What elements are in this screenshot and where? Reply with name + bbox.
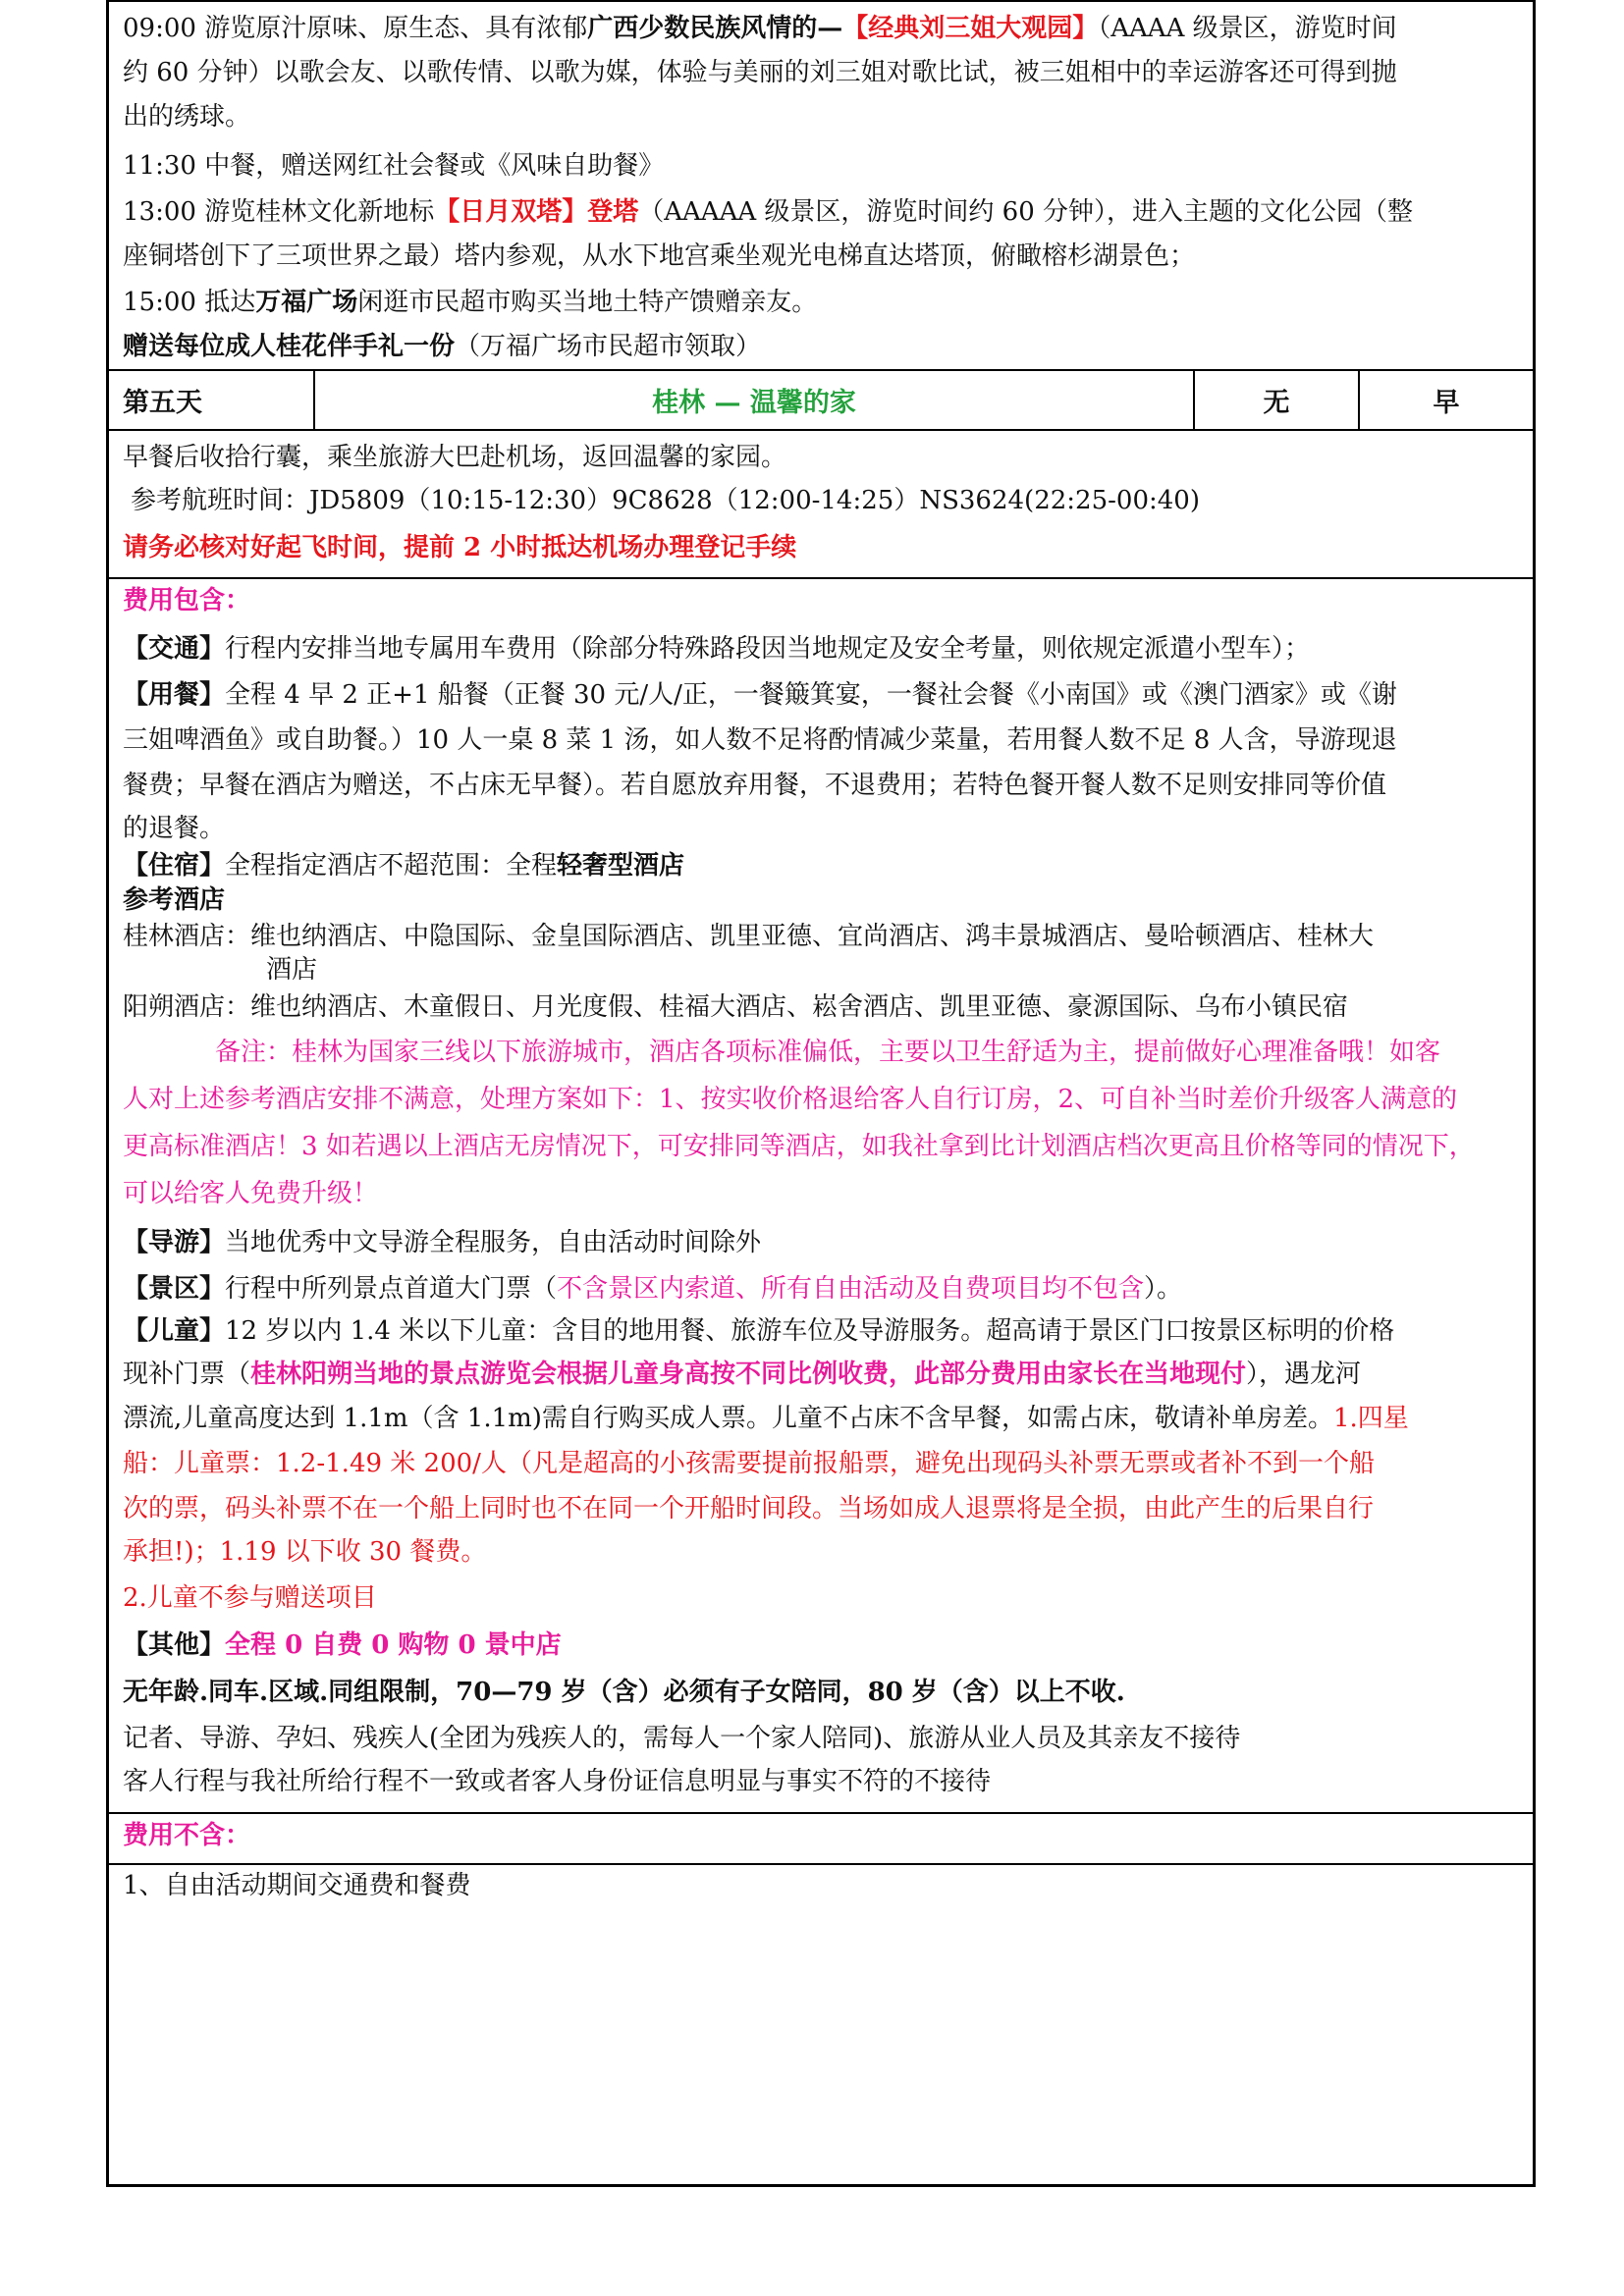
include-meal: 的退餐。 xyxy=(123,814,226,843)
include-other: 【其他】全程 0 自费 0 购物 0 景中店 xyxy=(123,1630,562,1660)
schedule-line: 13:00 游览桂林文化新地标【日月双塔】登塔（AAAAA 级景区，游览时间约 60 分钟），进入主题的文化公园（整 xyxy=(123,197,1413,227)
day-route: 桂林 — 温馨的家 xyxy=(313,371,1193,429)
hotel-note: 可以给客人免费升级！ xyxy=(123,1179,379,1208)
schedule-line: 约 60 分钟）以歌会友、以歌传情、以歌为媒，体验与美丽的刘三姐对歌比试，被三姐相中的幸运游客还可得到抛 xyxy=(123,58,1397,87)
yangshuo-hotels: 阳朔酒店：维也纳酒店、木童假日、月光度假、桂福大酒店、崧舍酒店、凯里亚德、豪源国际、乌布小镇民宿 xyxy=(123,992,1349,1022)
age-restriction: 无年龄.同车.区域.同组限制，70—79 岁（含）必须有子女陪同，80 岁（含）以上不收. xyxy=(123,1678,1125,1707)
include-meal: 三姐啤酒鱼》或自助餐。）10 人一桌 8 菜 1 汤，如人数不足将酌情减少菜量，若用餐人数不足 8 人含，导游现退 xyxy=(123,725,1397,755)
exclude-item: 1、自由活动期间交通费和餐费 xyxy=(123,1871,471,1900)
include-scenic: 【景区】行程中所列景点首道大门票（不含景区内索道、所有自由活动及自费项目均不包含）。 xyxy=(123,1274,1183,1304)
include-child: 次的票，码头补票不在一个船上同时也不在同一个开船时间段。当场如成人退票将是全损，由此产生的后果自行 xyxy=(123,1494,1375,1523)
section-title: 费用包含： xyxy=(123,586,251,615)
schedule-line: 出的绣球。 xyxy=(123,102,251,132)
include-hotel: 【住宿】全程指定酒店不超范围：全程轻奢型酒店 xyxy=(123,851,685,881)
divider xyxy=(109,1812,1533,1814)
day-label: 第五天 xyxy=(123,388,202,418)
reference-hotel-title: 参考酒店 xyxy=(123,885,226,915)
schedule-line: 11:30 中餐，赠送网红社会餐或《风味自助餐》 xyxy=(123,151,665,181)
section-title: 费用不含： xyxy=(123,1821,251,1850)
guilin-hotels: 酒店 xyxy=(266,955,318,985)
include-child: 承担!)；1.19 以下收 30 餐费。 xyxy=(123,1537,487,1567)
divider xyxy=(109,1863,1533,1865)
restriction: 记者、导游、孕妇、残疾人(全团为残疾人的，需每人一个家人陪同)、旅游从业人员及其亲友不接待 xyxy=(123,1724,1241,1753)
include-traffic: 【交通】行程内安排当地专属用车费用（除部分特殊路段因当地规定及安全考量，则依规定派遣小型车）； xyxy=(123,634,1311,664)
schedule-line: 09:00 游览原汁原味、原生态、具有浓郁广西少数民族风情的—【经典刘三姐大观园】（AAAA 级景区，游览时间 xyxy=(123,14,1397,43)
flight-info: 参考航班时间：JD5809（10:15-12:30）9C8628（12:00-14:25）NS3624(22:25-00:40) xyxy=(131,486,1200,515)
include-meal: 餐费；早餐在酒店为赠送，不占床无早餐）。若自愿放弃用餐，不退费用；若特色餐开餐人数不足则安排同等价值 xyxy=(123,771,1387,800)
schedule-line: 15:00 抵达万福广场闲逛市民超市购买当地土特产馈赠亲友。 xyxy=(123,288,818,317)
day5-header-row xyxy=(109,369,1533,431)
top-border xyxy=(109,0,1533,2)
flight-warning: 请务必核对好起飞时间，提前 2 小时抵达机场办理登记手续 xyxy=(123,533,797,562)
include-child: 【儿童】12 岁以内 1.4 米以下儿童：含目的地用餐、旅游车位及导游服务。超高请于景区门口按景区标明的价格 xyxy=(123,1316,1395,1346)
meal-breakfast: 早 xyxy=(1358,371,1533,429)
divider xyxy=(109,577,1533,579)
schedule-line: 座铜塔创下了三项世界之最）塔内参观，从水下地宫乘坐观光电梯直达塔顶，俯瞰榕杉湖景色； xyxy=(123,241,1196,271)
include-guide: 【导游】当地优秀中文导游全程服务，自由活动时间除外 xyxy=(123,1228,762,1257)
restriction: 客人行程与我社所给行程不一致或者客人身份证信息明显与事实不符的不接待 xyxy=(123,1767,992,1796)
include-child: 现补门票（桂林阳朔当地的景点游览会根据儿童身高按不同比例收费，此部分费用由家长在当地现付），遇龙河 xyxy=(123,1360,1362,1389)
schedule-line: 赠送每位成人桂花伴手礼一份（万福广场市民超市领取） xyxy=(123,332,762,361)
include-child: 漂流,儿童高度达到 1.1m（含 1.1m)需自行购买成人票。儿童不占床不含早餐，如需占床，敬请补单房差。1.四星 xyxy=(123,1404,1409,1433)
hotel-note: 备注：桂林为国家三线以下旅游城市，酒店各项标准偏低，主要以卫生舒适为主，提前做好心理准备哦！如客 xyxy=(215,1038,1441,1067)
schedule-line: 早餐后收拾行囊，乘坐旅游大巴赴机场，返回温馨的家园。 xyxy=(123,443,787,472)
include-meal: 【用餐】全程 4 早 2 正+1 船餐（正餐 30 元/人/正，一餐簸箕宴，一餐社会餐《小南国》或《澳门酒家》或《谢 xyxy=(123,680,1397,710)
meal-lunch-dinner: 无 xyxy=(1193,371,1358,429)
hotel-note: 人对上述参考酒店安排不满意，处理方案如下：1、按实收价格退给客人自行订房，2、可自补当时差价升级客人满意的 xyxy=(123,1085,1458,1114)
hotel-note: 更高标准酒店！3 如若遇以上酒店无房情况下，可安排同等酒店，如我社拿到比计划酒店档次更高且价格等同的情况下， xyxy=(123,1132,1475,1161)
itinerary-table xyxy=(106,0,1536,2187)
include-child: 船：儿童票：1.2-1.49 米 200/人（凡是超高的小孩需要提前报船票，避免出现码头补票无票或者补不到一个船 xyxy=(123,1449,1375,1478)
include-child: 2.儿童不参与赠送项目 xyxy=(123,1583,377,1613)
guilin-hotels: 桂林酒店：维也纳酒店、中隐国际、金皇国际酒店、凯里亚德、宜尚酒店、鸿丰景城酒店、曼哈顿酒店、桂林大 xyxy=(123,922,1375,951)
